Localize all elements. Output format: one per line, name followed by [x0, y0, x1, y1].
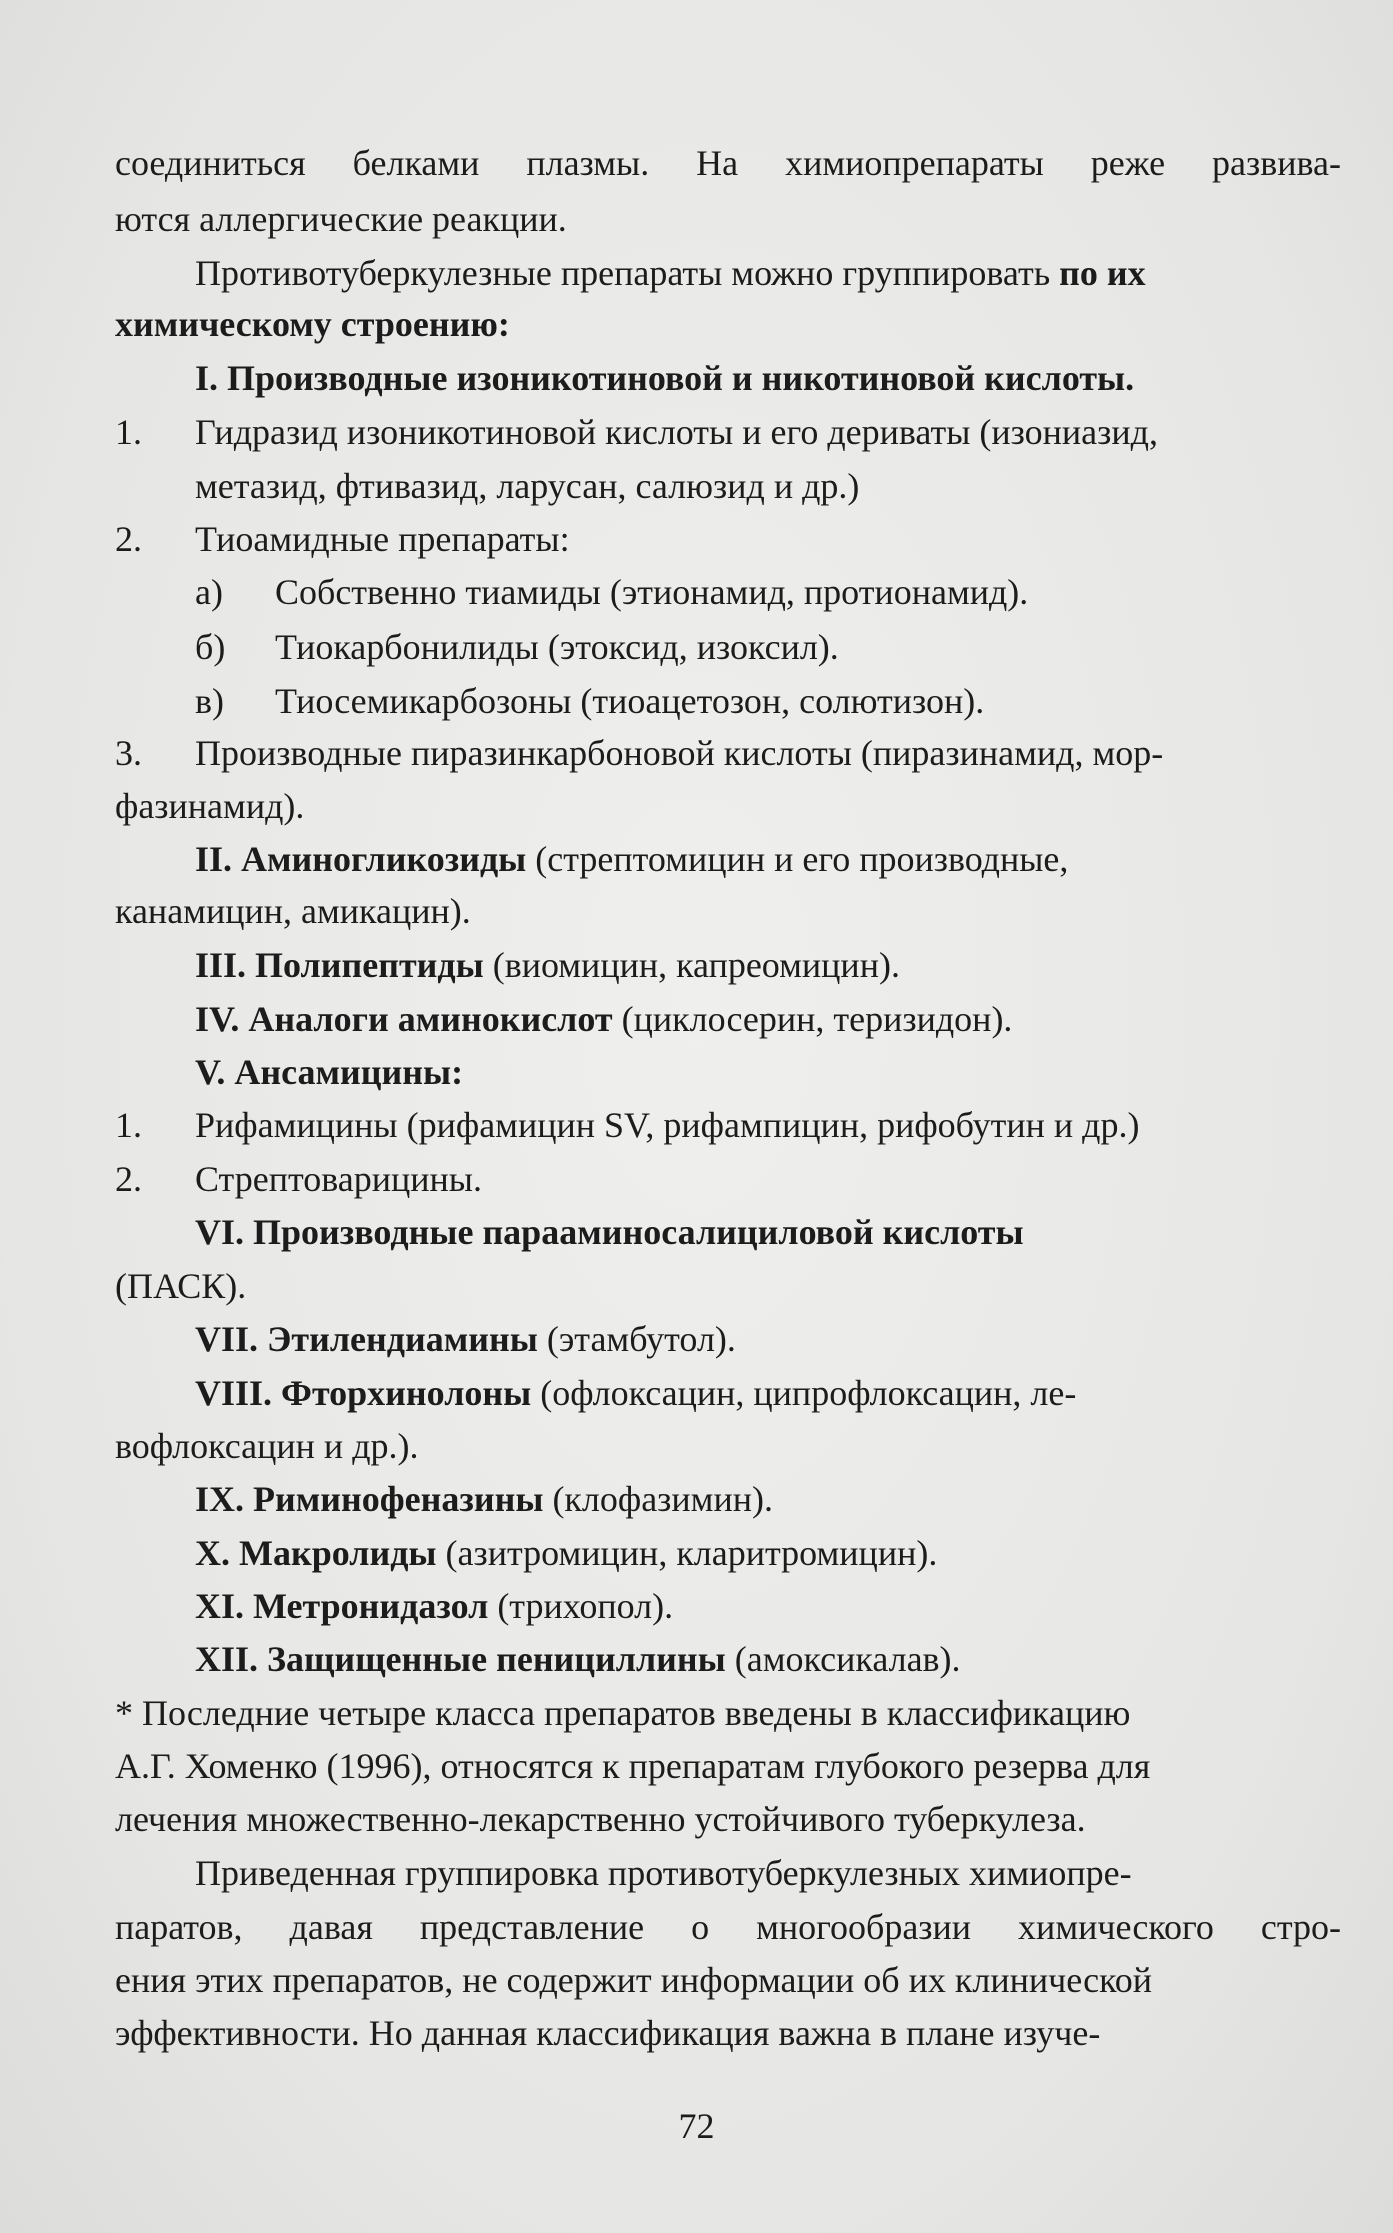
text-bold: V. Ансамицины: [195, 1052, 464, 1092]
text-bold: IX. Риминофеназины [195, 1479, 553, 1519]
section-heading [195, 1585, 673, 1627]
text-bold: химическому строению: [115, 304, 510, 344]
text-line: Приведенная группировка противотуберкулезных химиопре- [195, 1853, 1132, 1893]
list-item: Тиоамидные препараты: [195, 519, 570, 559]
text-bold: VIII. Фторхинолоны [195, 1373, 541, 1413]
sublist-item: Тиокарбонилиды (этоксид, изоксил). [275, 627, 839, 667]
text-normal: (виомицин, капреомицин). [492, 945, 900, 985]
sublist-marker: а) [195, 572, 223, 612]
text-line [195, 252, 1146, 294]
sublist-marker: б) [195, 627, 226, 667]
text-line [115, 303, 510, 345]
footnote-line: А.Г. Хоменко (1996), относятся к препаратам глубокого резерва для [115, 1746, 1151, 1786]
text-bold: II. Аминогликозиды [195, 839, 536, 879]
sublist-marker: в) [195, 681, 224, 721]
text-bold: VI. Производные парааминосалициловой кислоты [195, 1212, 1024, 1252]
text-normal: (этамбутол). [546, 1319, 736, 1359]
text-line: эффективности. Но данная классификация важна в плане изуче- [115, 2013, 1101, 2053]
text-bold: IV. Аналоги аминокислот [195, 999, 622, 1039]
section-heading [195, 1638, 961, 1680]
sublist-item: Тиосемикарбозоны (тиоацетозон, солютизон). [275, 681, 985, 721]
text-bold: III. Полипептиды [195, 945, 493, 985]
section-heading [195, 998, 1012, 1040]
sublist-item: Собственно тиамиды (этионамид, протионамид). [275, 572, 1029, 612]
list-item: Рифамицины (рифамицин SV, рифампицин, рифобутин и др.) [195, 1105, 1140, 1145]
text-normal: (амоксикалав). [734, 1639, 961, 1679]
text-bold: XI. Метронидазол [195, 1586, 498, 1626]
list-number: 2. [115, 1159, 142, 1199]
text-line: (ПАСК). [115, 1266, 247, 1306]
footnote-line: лечения множественно-лекарственно устойчивого туберкулеза. [115, 1799, 1086, 1839]
text-bold: VII. Этилендиамины [195, 1319, 547, 1359]
list-number: 1. [115, 1105, 142, 1145]
section-heading [195, 1372, 1076, 1414]
section-heading [195, 357, 1134, 399]
text-line: канамицин, амикацин). [115, 891, 471, 931]
list-item: Гидразид изоникотиновой кислоты и его дериваты (изониазид, [195, 412, 1158, 452]
text-line: паратов, давая представление о многообразии химического стро- [115, 1907, 1341, 1947]
text-bold: I. Производные изоникотиновой и никотиновой кислоты. [195, 358, 1135, 398]
text-normal: (трихопол). [497, 1586, 674, 1626]
text-line: соединиться белками плазмы. На химиопрепараты реже развива- [115, 143, 1341, 183]
text-normal: Противотуберкулезные препараты можно группировать [195, 253, 1060, 293]
text-line: ются аллергические реакции. [115, 199, 567, 239]
text-line: вофлоксацин и др.). [115, 1426, 419, 1466]
list-item: Стрептоварицины. [195, 1159, 482, 1199]
text-normal: (стрептомицин и его производные, [535, 839, 1069, 879]
section-heading [195, 944, 900, 986]
section-heading [195, 1318, 736, 1360]
list-item: фазинамид). [115, 786, 305, 826]
section-heading [195, 838, 1068, 880]
list-number: 3. [115, 733, 142, 773]
section-heading [195, 1478, 773, 1520]
text-normal: (клофазимин). [552, 1479, 773, 1519]
text-bold: XII. Защищенные пенициллины [195, 1639, 735, 1679]
text-bold: X. Макролиды [195, 1533, 446, 1573]
list-item: метазид, фтивазид, ларусан, салюзид и др.) [195, 466, 860, 506]
text-normal: (азитромицин, кларитромицин). [445, 1533, 938, 1573]
footnote-line: * Последние четыре класса препаратов введены в классификацию [115, 1693, 1131, 1733]
page-number: 72 [678, 2106, 715, 2146]
list-number: 2. [115, 519, 142, 559]
text-bold: по их [1059, 253, 1146, 293]
section-heading [195, 1532, 937, 1574]
list-item: Производные пиразинкарбоновой кислоты (пиразинамид, мор- [195, 733, 1164, 773]
list-number: 1. [115, 412, 142, 452]
section-heading [195, 1051, 463, 1093]
text-normal: (циклосерин, теризидон). [621, 999, 1013, 1039]
text-line: ения этих препаратов, не содержит информации об их клинической [115, 1960, 1153, 2000]
text-normal: (офлоксацин, ципрофлоксацин, ле- [540, 1373, 1077, 1413]
section-heading [195, 1211, 1024, 1253]
